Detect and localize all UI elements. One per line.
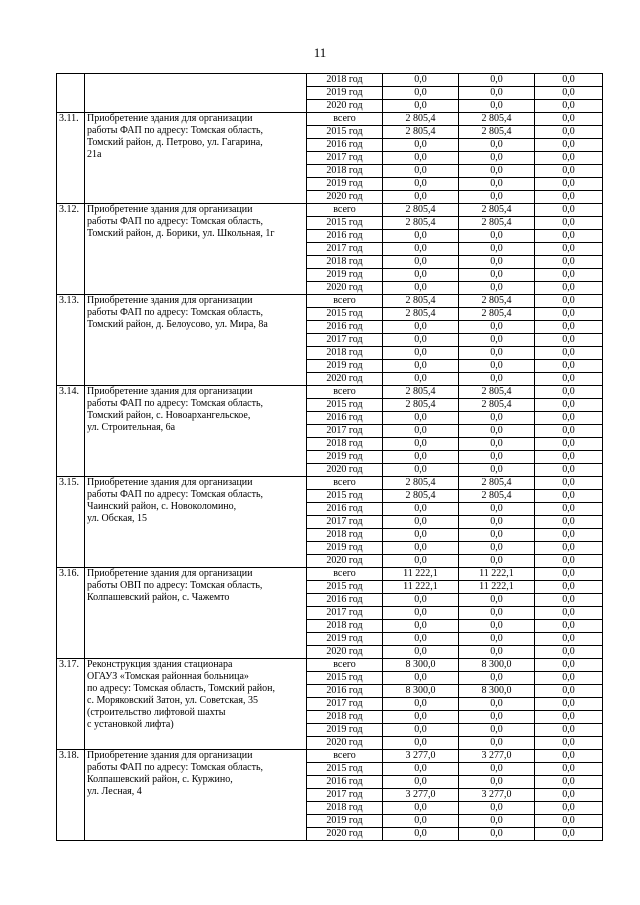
amount-cell: 2 805,4 (459, 399, 535, 412)
amount-cell: 0,0 (535, 464, 603, 477)
period-cell: 2018 год (307, 347, 383, 360)
period-cell: 2018 год (307, 802, 383, 815)
item-number (57, 74, 85, 113)
amount-cell: 0,0 (535, 698, 603, 711)
amount-cell: 0,0 (535, 230, 603, 243)
amount-cell: 0,0 (535, 503, 603, 516)
item-description (85, 74, 307, 113)
amount-cell: 0,0 (459, 243, 535, 256)
amount-cell: 0,0 (383, 464, 459, 477)
amount-cell: 0,0 (383, 620, 459, 633)
amount-cell: 0,0 (459, 74, 535, 87)
amount-cell: 11 222,1 (383, 568, 459, 581)
amount-cell: 2 805,4 (383, 477, 459, 490)
amount-cell: 0,0 (383, 191, 459, 204)
period-cell: 2017 год (307, 516, 383, 529)
amount-cell: 0,0 (459, 256, 535, 269)
period-cell: 2016 год (307, 594, 383, 607)
item-description: Реконструкция здания стационара ОГАУЗ «Томская районная больница» по адресу: Томская область, Томский район, с. Моряковский Затон, ул. Советская, 35 (строительство лифтовой шахты с установкой лифта) (85, 659, 307, 750)
amount-cell: 0,0 (459, 802, 535, 815)
amount-cell: 0,0 (383, 243, 459, 256)
item-description: Приобретение здания для организации работы ФАП по адресу: Томская область, Томский район, д. Борики, ул. Школьная, 1г (85, 204, 307, 295)
amount-cell: 0,0 (535, 360, 603, 373)
amount-cell: 0,0 (459, 698, 535, 711)
amount-cell: 0,0 (535, 191, 603, 204)
period-cell: 2016 год (307, 412, 383, 425)
period-cell: 2016 год (307, 321, 383, 334)
amount-cell: 2 805,4 (459, 217, 535, 230)
amount-cell: 0,0 (535, 113, 603, 126)
amount-cell: 0,0 (459, 438, 535, 451)
amount-cell: 0,0 (459, 620, 535, 633)
amount-cell: 0,0 (535, 308, 603, 321)
amount-cell: 0,0 (459, 724, 535, 737)
amount-cell: 0,0 (535, 178, 603, 191)
item-description: Приобретение здания для организации работы ФАП по адресу: Томская область, Томский район, д. Белоусово, ул. Мира, 8а (85, 295, 307, 386)
amount-cell: 0,0 (535, 399, 603, 412)
table-row (57, 204, 603, 217)
amount-cell: 0,0 (535, 217, 603, 230)
amount-cell: 11 222,1 (383, 581, 459, 594)
amount-cell: 0,0 (535, 815, 603, 828)
amount-cell: 0,0 (459, 425, 535, 438)
amount-cell: 0,0 (383, 152, 459, 165)
amount-cell: 0,0 (459, 373, 535, 386)
amount-cell: 0,0 (535, 425, 603, 438)
amount-cell: 0,0 (383, 516, 459, 529)
amount-cell: 2 805,4 (459, 308, 535, 321)
period-cell: 2017 год (307, 425, 383, 438)
period-cell: 2020 год (307, 464, 383, 477)
amount-cell: 0,0 (535, 373, 603, 386)
amount-cell: 2 805,4 (383, 490, 459, 503)
item-description: Приобретение здания для организации работы ФАП по адресу: Томская область, Чаинский район, с. Новоколомино, ул. Обская, 15 (85, 477, 307, 568)
budget-table-body (57, 74, 603, 841)
amount-cell: 2 805,4 (383, 295, 459, 308)
period-cell: 2020 год (307, 100, 383, 113)
amount-cell: 2 805,4 (383, 399, 459, 412)
amount-cell: 0,0 (459, 828, 535, 841)
amount-cell: 0,0 (535, 711, 603, 724)
amount-cell: 0,0 (383, 74, 459, 87)
amount-cell: 0,0 (535, 763, 603, 776)
period-cell: 2020 год (307, 191, 383, 204)
amount-cell: 0,0 (383, 438, 459, 451)
amount-cell: 0,0 (383, 828, 459, 841)
amount-cell: 0,0 (535, 347, 603, 360)
amount-cell: 0,0 (459, 815, 535, 828)
amount-cell: 0,0 (535, 620, 603, 633)
period-cell: 2018 год (307, 438, 383, 451)
amount-cell: 0,0 (459, 87, 535, 100)
amount-cell: 0,0 (383, 529, 459, 542)
period-cell: 2015 год (307, 490, 383, 503)
period-cell: 2015 год (307, 581, 383, 594)
amount-cell: 0,0 (459, 451, 535, 464)
amount-cell: 0,0 (383, 633, 459, 646)
amount-cell: 8 300,0 (459, 659, 535, 672)
period-cell: 2020 год (307, 555, 383, 568)
table-row (57, 74, 603, 87)
amount-cell: 0,0 (383, 373, 459, 386)
period-cell: всего (307, 750, 383, 763)
amount-cell: 0,0 (459, 139, 535, 152)
amount-cell: 0,0 (535, 451, 603, 464)
amount-cell: 0,0 (459, 555, 535, 568)
amount-cell: 3 277,0 (459, 789, 535, 802)
period-cell: 2015 год (307, 308, 383, 321)
period-cell: 2015 год (307, 763, 383, 776)
amount-cell: 0,0 (383, 646, 459, 659)
table-row (57, 113, 603, 126)
amount-cell: 0,0 (459, 763, 535, 776)
item-number: 3.13. (57, 295, 85, 386)
amount-cell: 0,0 (459, 360, 535, 373)
amount-cell: 0,0 (383, 802, 459, 815)
amount-cell: 0,0 (459, 100, 535, 113)
amount-cell: 0,0 (459, 646, 535, 659)
amount-cell: 0,0 (535, 828, 603, 841)
period-cell: 2020 год (307, 828, 383, 841)
amount-cell: 0,0 (383, 100, 459, 113)
amount-cell: 0,0 (535, 100, 603, 113)
amount-cell: 0,0 (535, 685, 603, 698)
period-cell: 2019 год (307, 269, 383, 282)
amount-cell: 0,0 (383, 451, 459, 464)
amount-cell: 0,0 (383, 737, 459, 750)
amount-cell: 0,0 (459, 672, 535, 685)
amount-cell: 2 805,4 (459, 126, 535, 139)
amount-cell: 0,0 (459, 542, 535, 555)
table-row (57, 659, 603, 672)
amount-cell: 0,0 (383, 672, 459, 685)
amount-cell: 0,0 (383, 334, 459, 347)
amount-cell: 0,0 (383, 256, 459, 269)
period-cell: 2015 год (307, 126, 383, 139)
period-cell: 2017 год (307, 698, 383, 711)
amount-cell: 0,0 (383, 425, 459, 438)
item-number: 3.16. (57, 568, 85, 659)
amount-cell: 0,0 (535, 165, 603, 178)
amount-cell: 0,0 (535, 607, 603, 620)
amount-cell: 0,0 (383, 724, 459, 737)
amount-cell: 0,0 (535, 126, 603, 139)
amount-cell: 11 222,1 (459, 581, 535, 594)
amount-cell: 0,0 (383, 542, 459, 555)
period-cell: 2016 год (307, 139, 383, 152)
period-cell: 2018 год (307, 711, 383, 724)
table-row (57, 386, 603, 399)
table-row (57, 477, 603, 490)
amount-cell: 0,0 (459, 191, 535, 204)
amount-cell: 0,0 (535, 802, 603, 815)
period-cell: 2019 год (307, 815, 383, 828)
amount-cell: 0,0 (459, 152, 535, 165)
amount-cell: 0,0 (535, 438, 603, 451)
amount-cell: 0,0 (535, 243, 603, 256)
amount-cell: 0,0 (535, 477, 603, 490)
amount-cell: 0,0 (535, 672, 603, 685)
period-cell: 2017 год (307, 334, 383, 347)
period-cell: 2017 год (307, 607, 383, 620)
amount-cell: 0,0 (459, 607, 535, 620)
amount-cell: 0,0 (535, 724, 603, 737)
amount-cell: 0,0 (535, 542, 603, 555)
period-cell: 2018 год (307, 529, 383, 542)
period-cell: 2015 год (307, 399, 383, 412)
period-cell: 2019 год (307, 724, 383, 737)
period-cell: всего (307, 568, 383, 581)
period-cell: 2020 год (307, 282, 383, 295)
amount-cell: 0,0 (459, 516, 535, 529)
amount-cell: 0,0 (535, 74, 603, 87)
item-description: Приобретение здания для организации работы ОВП по адресу: Томская область, Колпашевский район, с. Чажемто (85, 568, 307, 659)
amount-cell: 0,0 (459, 347, 535, 360)
period-cell: 2017 год (307, 152, 383, 165)
amount-cell: 0,0 (535, 594, 603, 607)
amount-cell: 0,0 (459, 633, 535, 646)
period-cell: 2017 год (307, 789, 383, 802)
period-cell: 2019 год (307, 542, 383, 555)
amount-cell: 3 277,0 (459, 750, 535, 763)
period-cell: 2019 год (307, 87, 383, 100)
period-cell: 2018 год (307, 165, 383, 178)
period-cell: 2020 год (307, 646, 383, 659)
period-cell: 2019 год (307, 178, 383, 191)
amount-cell: 2 805,4 (459, 295, 535, 308)
period-cell: 2019 год (307, 451, 383, 464)
amount-cell: 0,0 (459, 282, 535, 295)
amount-cell: 0,0 (459, 464, 535, 477)
item-number: 3.15. (57, 477, 85, 568)
period-cell: 2017 год (307, 243, 383, 256)
period-cell: 2020 год (307, 737, 383, 750)
amount-cell: 0,0 (383, 269, 459, 282)
amount-cell: 2 805,4 (459, 204, 535, 217)
amount-cell: 2 805,4 (383, 308, 459, 321)
amount-cell: 0,0 (535, 139, 603, 152)
amount-cell: 0,0 (459, 165, 535, 178)
amount-cell: 0,0 (459, 178, 535, 191)
amount-cell: 0,0 (535, 386, 603, 399)
budget-table (56, 73, 603, 841)
table-row (57, 750, 603, 763)
amount-cell: 0,0 (383, 776, 459, 789)
item-description: Приобретение здания для организации работы ФАП по адресу: Томская область, Колпашевский район, с. Куржино, ул. Лесная, 4 (85, 750, 307, 841)
amount-cell: 0,0 (535, 646, 603, 659)
table-row (57, 295, 603, 308)
amount-cell: 0,0 (535, 737, 603, 750)
amount-cell: 0,0 (383, 503, 459, 516)
amount-cell: 2 805,4 (383, 113, 459, 126)
period-cell: всего (307, 295, 383, 308)
period-cell: 2016 год (307, 230, 383, 243)
item-number: 3.17. (57, 659, 85, 750)
amount-cell: 2 805,4 (383, 217, 459, 230)
period-cell: 2015 год (307, 672, 383, 685)
amount-cell: 0,0 (535, 633, 603, 646)
period-cell: 2019 год (307, 360, 383, 373)
amount-cell: 0,0 (383, 555, 459, 568)
period-cell: 2015 год (307, 217, 383, 230)
amount-cell: 0,0 (535, 490, 603, 503)
amount-cell: 0,0 (459, 412, 535, 425)
period-cell: всего (307, 113, 383, 126)
period-cell: 2016 год (307, 776, 383, 789)
amount-cell: 0,0 (383, 815, 459, 828)
amount-cell: 8 300,0 (383, 659, 459, 672)
amount-cell: 0,0 (383, 321, 459, 334)
amount-cell: 2 805,4 (383, 386, 459, 399)
amount-cell: 0,0 (383, 412, 459, 425)
amount-cell: 0,0 (535, 282, 603, 295)
amount-cell: 8 300,0 (383, 685, 459, 698)
amount-cell: 2 805,4 (383, 126, 459, 139)
amount-cell: 0,0 (535, 334, 603, 347)
amount-cell: 0,0 (459, 529, 535, 542)
item-number: 3.11. (57, 113, 85, 204)
amount-cell: 0,0 (383, 347, 459, 360)
amount-cell: 0,0 (535, 412, 603, 425)
amount-cell: 0,0 (459, 334, 535, 347)
item-description: Приобретение здания для организации работы ФАП по адресу: Томская область, Томский район, д. Петрово, ул. Гагарина, 21а (85, 113, 307, 204)
amount-cell: 2 805,4 (383, 204, 459, 217)
amount-cell: 0,0 (383, 230, 459, 243)
amount-cell: 0,0 (535, 152, 603, 165)
amount-cell: 11 222,1 (459, 568, 535, 581)
item-number: 3.14. (57, 386, 85, 477)
amount-cell: 0,0 (535, 204, 603, 217)
table-row (57, 568, 603, 581)
amount-cell: 2 805,4 (459, 490, 535, 503)
amount-cell: 0,0 (535, 295, 603, 308)
period-cell: 2018 год (307, 256, 383, 269)
item-number: 3.18. (57, 750, 85, 841)
period-cell: 2016 год (307, 685, 383, 698)
amount-cell: 0,0 (459, 503, 535, 516)
amount-cell: 0,0 (459, 776, 535, 789)
period-cell: 2016 год (307, 503, 383, 516)
amount-cell: 0,0 (383, 165, 459, 178)
amount-cell: 0,0 (459, 321, 535, 334)
amount-cell: 0,0 (383, 763, 459, 776)
period-cell: всего (307, 659, 383, 672)
amount-cell: 0,0 (535, 321, 603, 334)
amount-cell: 3 277,0 (383, 789, 459, 802)
period-cell: 2020 год (307, 373, 383, 386)
amount-cell: 0,0 (459, 269, 535, 282)
amount-cell: 0,0 (383, 711, 459, 724)
amount-cell: 0,0 (383, 607, 459, 620)
amount-cell: 0,0 (383, 282, 459, 295)
amount-cell: 0,0 (459, 737, 535, 750)
amount-cell: 0,0 (535, 581, 603, 594)
amount-cell: 0,0 (535, 555, 603, 568)
amount-cell: 0,0 (535, 776, 603, 789)
item-number: 3.12. (57, 204, 85, 295)
amount-cell: 0,0 (459, 711, 535, 724)
amount-cell: 0,0 (535, 516, 603, 529)
amount-cell: 0,0 (535, 256, 603, 269)
amount-cell: 0,0 (459, 230, 535, 243)
amount-cell: 8 300,0 (459, 685, 535, 698)
period-cell: всего (307, 204, 383, 217)
period-cell: всего (307, 477, 383, 490)
period-cell: всего (307, 386, 383, 399)
amount-cell: 0,0 (535, 529, 603, 542)
amount-cell: 0,0 (383, 139, 459, 152)
amount-cell: 0,0 (383, 87, 459, 100)
amount-cell: 0,0 (535, 87, 603, 100)
amount-cell: 0,0 (535, 659, 603, 672)
amount-cell: 3 277,0 (383, 750, 459, 763)
period-cell: 2019 год (307, 633, 383, 646)
amount-cell: 0,0 (535, 269, 603, 282)
amount-cell: 0,0 (459, 594, 535, 607)
amount-cell: 2 805,4 (459, 386, 535, 399)
amount-cell: 2 805,4 (459, 477, 535, 490)
item-description: Приобретение здания для организации работы ФАП по адресу: Томская область, Томский район, с. Новоархангельское, ул. Строительная, 6а (85, 386, 307, 477)
amount-cell: 0,0 (383, 594, 459, 607)
amount-cell: 0,0 (383, 360, 459, 373)
amount-cell: 0,0 (383, 698, 459, 711)
amount-cell: 0,0 (535, 568, 603, 581)
period-cell: 2018 год (307, 620, 383, 633)
amount-cell: 2 805,4 (459, 113, 535, 126)
page-number: 11 (313, 45, 327, 60)
amount-cell: 0,0 (535, 750, 603, 763)
amount-cell: 0,0 (535, 789, 603, 802)
period-cell: 2018 год (307, 74, 383, 87)
amount-cell: 0,0 (383, 178, 459, 191)
